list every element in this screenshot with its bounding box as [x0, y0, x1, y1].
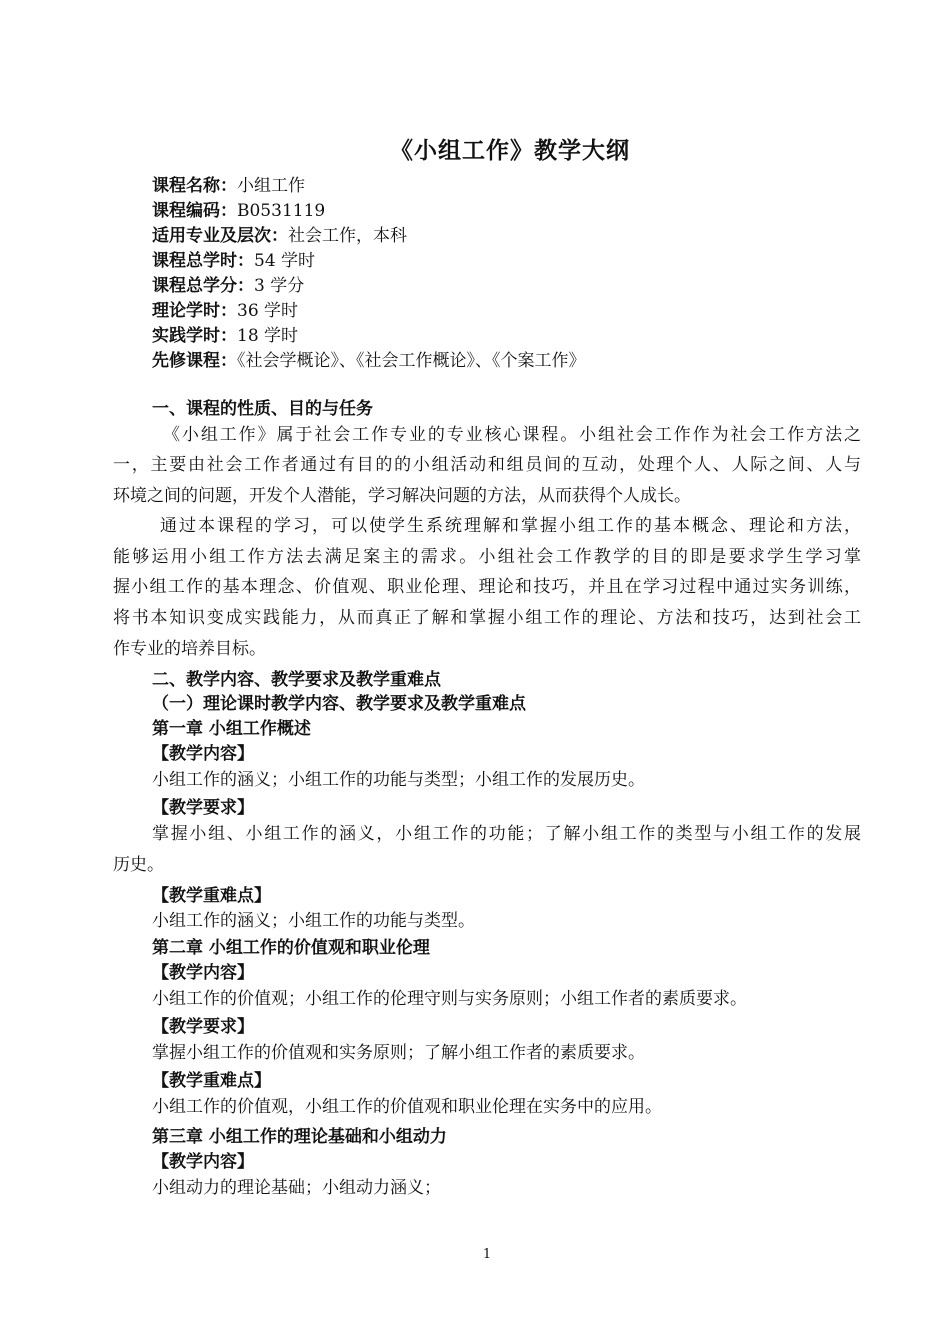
- meta-value: 18 学时: [237, 326, 299, 346]
- paragraph-line: 环境之间的问题，开发个人潜能，学习解决问题的方法，从而获得个人成长。: [113, 486, 691, 506]
- meta-label: 课程总学时：: [152, 251, 254, 271]
- meta-label: 先修课程：: [152, 351, 237, 371]
- content-label: 【教学内容】: [152, 744, 254, 764]
- page-number: 1: [482, 1247, 492, 1262]
- requirement-text: 掌握小组、小组工作的涵义，小组工作的功能；了解小组工作的类型与小组工作的发展: [152, 824, 861, 844]
- requirement-text: 掌握小组工作的价值观和实务原则；了解小组工作者的素质要求。: [152, 1043, 645, 1063]
- meta-value: 社会工作，本科: [288, 226, 407, 246]
- paragraph-line: 一，主要由社会工作者通过有目的的小组活动和组员间的互动，处理个人、人际之间、人与: [113, 455, 861, 475]
- meta-value: 36 学时: [237, 301, 299, 321]
- paragraph-line: 作专业的培养目标。: [113, 639, 266, 659]
- chapter-title: 第一章 小组工作概述: [152, 719, 311, 739]
- key-points-label: 【教学重难点】: [152, 886, 271, 906]
- chapter-title: 第三章 小组工作的理论基础和小组动力: [152, 1127, 447, 1147]
- meta-prerequisites: [152, 349, 586, 373]
- meta-label: 课程名称：: [152, 176, 237, 196]
- requirement-text: 历史。: [113, 855, 164, 875]
- content-label: 【教学内容】: [152, 1152, 254, 1172]
- meta-course-name: [152, 174, 305, 198]
- meta-value: 小组工作: [237, 176, 305, 196]
- meta-label: 课程总学分：: [152, 276, 254, 296]
- meta-value: 3 学分: [254, 276, 305, 296]
- paragraph-line: 能够运用小组工作方法去满足案主的需求。小组社会工作教学的目的即是要求学生学习掌: [113, 547, 861, 567]
- meta-label: 适用专业及层次：: [152, 226, 288, 246]
- content-text: 小组动力的理论基础；小组动力涵义；: [152, 1178, 441, 1198]
- meta-label: 实践学时：: [152, 326, 237, 346]
- meta-major-level: [152, 224, 407, 248]
- content-text: 小组工作的涵义；小组工作的功能与类型；小组工作的发展历史。: [152, 770, 645, 790]
- meta-practice-hours: [152, 324, 298, 348]
- meta-total-credits: [152, 274, 304, 298]
- meta-label: 课程编码：: [152, 201, 237, 221]
- meta-value: 54 学时: [254, 251, 316, 271]
- paragraph-line: 将书本知识变成实践能力，从而真正了解和掌握小组工作的理论、方法和技巧，达到社会工: [113, 608, 861, 628]
- chapter-title: 第二章 小组工作的价值观和职业伦理: [152, 938, 430, 958]
- paragraph-line: 握小组工作的基本理念、价值观、职业伦理、理论和技巧，并且在学习过程中通过实务训练，: [113, 577, 861, 597]
- paragraph-line: 通过本课程的学习，可以使学生系统理解和掌握小组工作的基本概念、理论和方法，: [160, 516, 861, 536]
- meta-theory-hours: [152, 299, 298, 323]
- meta-label: 理论学时：: [152, 301, 237, 321]
- content-text: 小组工作的价值观；小组工作的伦理守则与实务原则；小组工作者的素质要求。: [152, 989, 747, 1009]
- requirement-label: 【教学要求】: [152, 1017, 254, 1037]
- paragraph-line: 《小组工作》属于社会工作专业的专业核心课程。小组社会工作作为社会工作方法之: [163, 425, 861, 445]
- key-points-text: 小组工作的涵义；小组工作的功能与类型。: [152, 911, 475, 931]
- meta-value: B0531119: [237, 201, 326, 221]
- subsection-heading: （一）理论课时教学内容、教学要求及教学重难点: [152, 694, 526, 714]
- content-label: 【教学内容】: [152, 963, 254, 983]
- key-points-label: 【教学重难点】: [152, 1071, 271, 1091]
- key-points-text: 小组工作的价值观，小组工作的价值观和职业伦理在实务中的应用。: [152, 1097, 662, 1117]
- meta-course-code: [152, 199, 325, 223]
- section-heading: 二、教学内容、教学要求及教学重难点: [152, 670, 441, 690]
- document-title: 《小组工作》教学大纲: [390, 138, 630, 164]
- section-heading: 一、课程的性质、目的与任务: [152, 399, 373, 419]
- meta-value: 《社会学概论》、《社会工作概论》、《个案工作》: [237, 351, 586, 371]
- requirement-label: 【教学要求】: [152, 798, 254, 818]
- meta-total-hours: [152, 249, 315, 273]
